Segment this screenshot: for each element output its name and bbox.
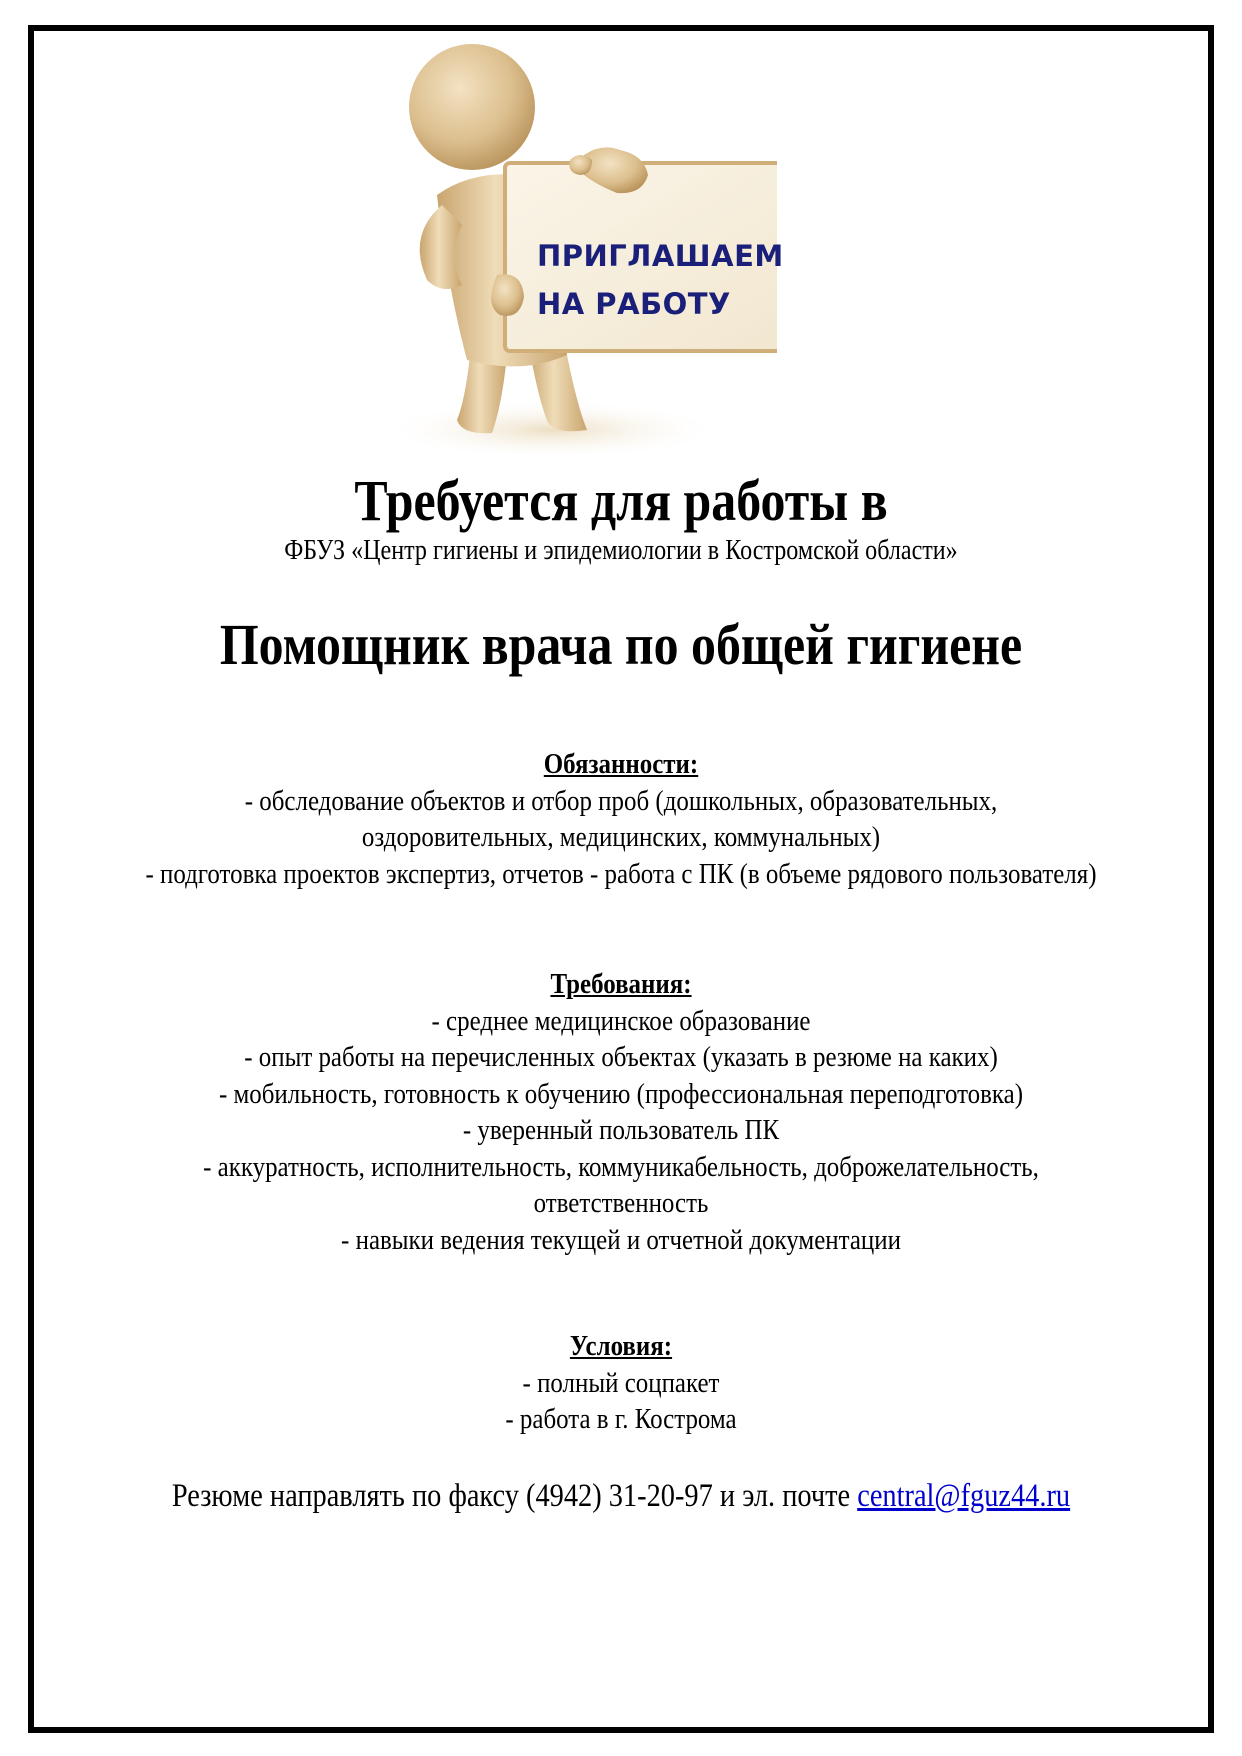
conditions-line: - работа в г. Кострома	[505, 1403, 737, 1435]
requirements-heading: Требования:	[550, 968, 692, 1000]
organization-name: ФБУЗ «Центр гигиены и эпидемиологии в Костромской области»	[284, 535, 958, 566]
requirements-line: ответственность	[533, 1187, 709, 1219]
contact-text: Резюме направлять по факсу (4942) 31-20-97 и эл. почте	[171, 1478, 858, 1514]
requirements-line: - мобильность, готовность к обучению (профессиональная переподготовка)	[218, 1077, 1024, 1110]
duties-section	[116, 746, 1126, 892]
duties-line: - подготовка проектов экспертиз, отчетов - работа с ПК (в объеме рядового пользователя)	[145, 857, 1097, 890]
duties-line: - обследование объектов и отбор проб (дошкольных, образовательных,	[244, 784, 998, 817]
requirements-line: - навыки ведения текущей и отчетной документации	[341, 1223, 901, 1256]
requirements-line: - опыт работы на перечисленных объектах (указать в резюме на каких)	[244, 1041, 998, 1073]
sign-line-1: ПРИГЛАШАЕМ	[537, 239, 784, 273]
requirements-line: - среднее медицинское образование	[431, 1004, 811, 1037]
requirements-line: - уверенный пользователь ПК	[462, 1114, 780, 1146]
duties-heading: Обязанности:	[543, 748, 699, 780]
conditions-section	[116, 1328, 1126, 1438]
position-title: Помощник врача по общей гигиене	[219, 612, 1023, 677]
page-title: Требуется для работы в	[354, 468, 888, 533]
requirements-line: - аккуратность, исполнительность, коммуникабельность, доброжелательность,	[203, 1150, 1039, 1183]
email-link[interactable]: central@fguz44.ru	[857, 1478, 1071, 1514]
requirements-section	[116, 966, 1126, 1258]
conditions-heading: Условия:	[569, 1330, 673, 1362]
duties-line: оздоровительных, медицинских, коммунальных)	[361, 821, 881, 853]
sign-line-2: НА РАБОТУ	[537, 287, 731, 321]
sign-text	[537, 232, 784, 328]
contact-line	[116, 1476, 1126, 1516]
conditions-line: - полный соцпакет	[522, 1366, 720, 1399]
